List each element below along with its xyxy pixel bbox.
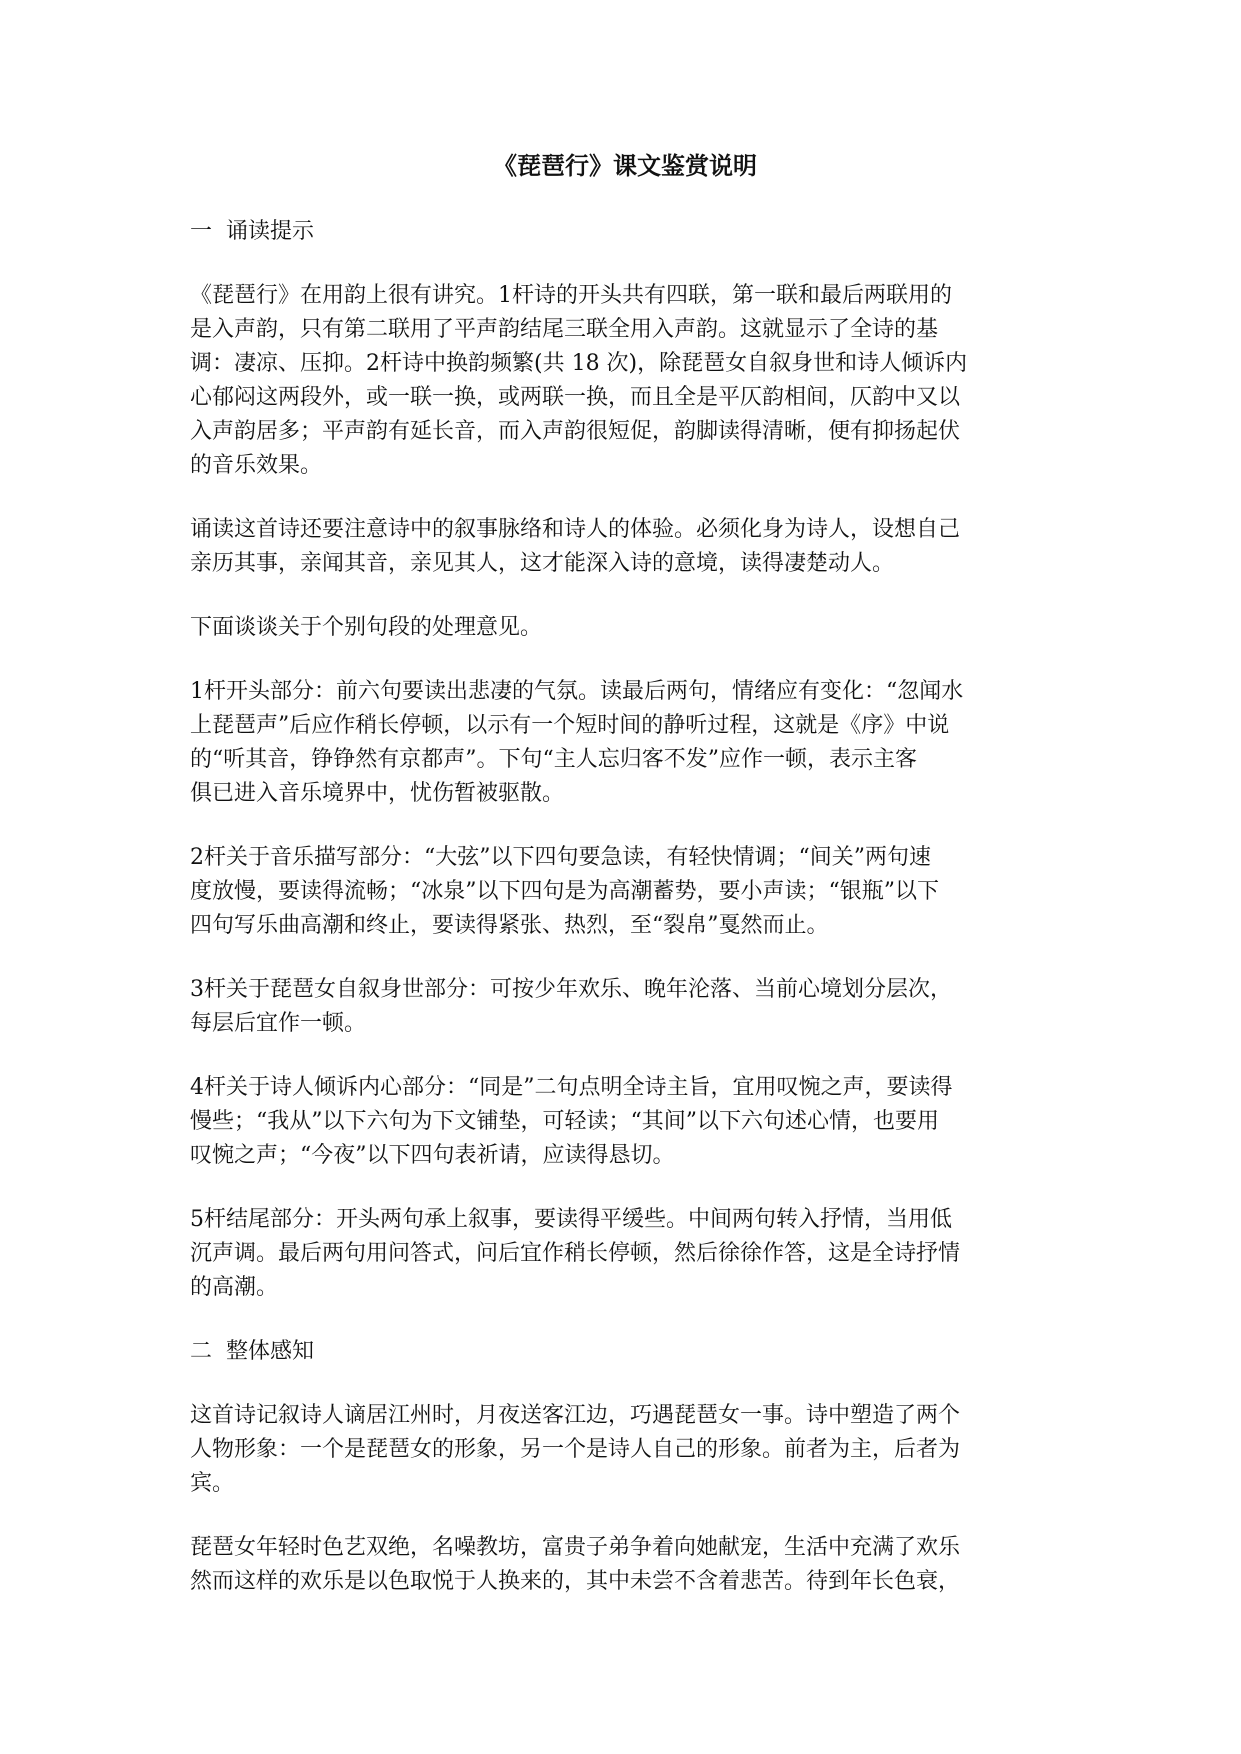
paragraph-line: 慢些；“我从”以下六句为下文铺垫，可轻读；“其间”以下六句述心情，也要用: [190, 1109, 939, 1134]
paragraph-line: 人物形象：一个是琵琶女的形象，另一个是诗人自己的形象。前者为主，后者为: [190, 1437, 961, 1462]
paragraph-line: 叹惋之声；“今夜”以下四句表祈请，应读得恳切。: [190, 1143, 675, 1168]
paragraph-line: 上琵琶声”后应作稍长停顿，以示有一个短时间的静听过程，这就是《序》中说: [190, 713, 950, 738]
paragraph-line: 然而这样的欢乐是以色取悦于人换来的，其中未尝不含着悲苦。待到年长色衰，: [190, 1569, 961, 1594]
paragraph-line: 4杆关于诗人倾诉内心部分：“同是”二句点明全诗主旨，宜用叹惋之声，要读得: [190, 1075, 953, 1100]
paragraph-line: 度放慢，要读得流畅；“冰泉”以下四句是为高潮蓄势，要小声读；“银瓶”以下: [190, 879, 939, 904]
paragraph-line: 俱已进入音乐境界中，忧伤暂被驱散。: [190, 781, 565, 806]
paragraph-line: 宾。: [190, 1471, 235, 1496]
paragraph-line: 是入声韵，只有第二联用了平声韵结尾三联全用入声韵。这就显示了全诗的基: [190, 317, 939, 342]
paragraph-line: 琵琶女年轻时色艺双绝，名噪教坊，富贵子弟争着向她献宠，生活中充满了欢乐: [190, 1535, 961, 1560]
section-heading: 一 诵读提示: [190, 219, 314, 244]
paragraph: [190, 513, 1060, 581]
paragraph-line: 这首诗记叙诗人谪居江州时，月夜送客江边，巧遇琵琶女一事。诗中塑造了两个: [190, 1403, 961, 1428]
paragraph-line: 的高潮。: [190, 1275, 279, 1300]
paragraph: [190, 841, 1060, 943]
paragraph-line: 四句写乐曲高潮和终止，要读得紧张、热烈，至“裂帛”戛然而止。: [190, 913, 829, 938]
paragraph-line: 的“听其音，铮铮然有京都声”。下句“主人忘归客不发”应作一顿，表示主客: [190, 747, 917, 772]
paragraph: [190, 279, 1060, 483]
paragraph-line: 每层后宜作一顿。: [190, 1011, 367, 1036]
paragraph-line: 入声韵居多；平声韵有延长音，而入声韵很短促，韵脚读得清晰，便有抑扬起伏: [190, 419, 961, 444]
section-heading: 二 整体感知: [190, 1339, 314, 1364]
paragraph: [190, 1399, 1060, 1501]
paragraph: [190, 973, 1060, 1041]
document-title: 《琵琶行》课文鉴赏说明: [493, 151, 757, 180]
paragraph-line: 3杆关于琵琶女自叙身世部分：可按少年欢乐、晚年沦落、当前心境划分层次，: [190, 977, 952, 1002]
paragraph: [190, 1071, 1060, 1173]
paragraph-line: 诵读这首诗还要注意诗中的叙事脉络和诗人的体验。必须化身为诗人，设想自己: [190, 517, 961, 542]
paragraph: [190, 1531, 1060, 1599]
paragraph-line: 下面谈谈关于个别句段的处理意见。: [190, 615, 543, 640]
document-body: [190, 215, 1060, 1629]
paragraph-line: 的音乐效果。: [190, 453, 323, 478]
paragraph: [190, 1203, 1060, 1305]
paragraph: [190, 611, 1060, 645]
paragraph-line: 1杆开头部分：前六句要读出悲凄的气氛。读最后两句，情绪应有变化：“忽闻水: [190, 679, 964, 704]
paragraph-line: 2杆关于音乐描写部分：“大弦”以下四句要急读，有轻快情调；“间关”两句速: [190, 845, 931, 870]
paragraph-line: 调：凄凉、压抑。2杆诗中换韵频繁(共 18 次)，除琵琶女自叙身世和诗人倾诉内: [190, 351, 968, 376]
paragraph-line: 《琵琶行》在用韵上很有讲究。1杆诗的开头共有四联，第一联和最后两联用的: [190, 283, 952, 308]
paragraph-line: 沉声调。最后两句用问答式，问后宜作稍长停顿，然后徐徐作答，这是全诗抒情: [190, 1241, 961, 1266]
paragraph: [190, 675, 1060, 811]
paragraph-line: 心郁闷这两段外，或一联一换，或两联一换，而且全是平仄韵相间，仄韵中又以: [190, 385, 961, 410]
paragraph-line: 5杆结尾部分：开头两句承上叙事，要读得平缓些。中间两句转入抒情，当用低: [190, 1207, 952, 1232]
paragraph-line: 亲历其事，亲闻其音，亲见其人，这才能深入诗的意境，读得凄楚动人。: [190, 551, 895, 576]
